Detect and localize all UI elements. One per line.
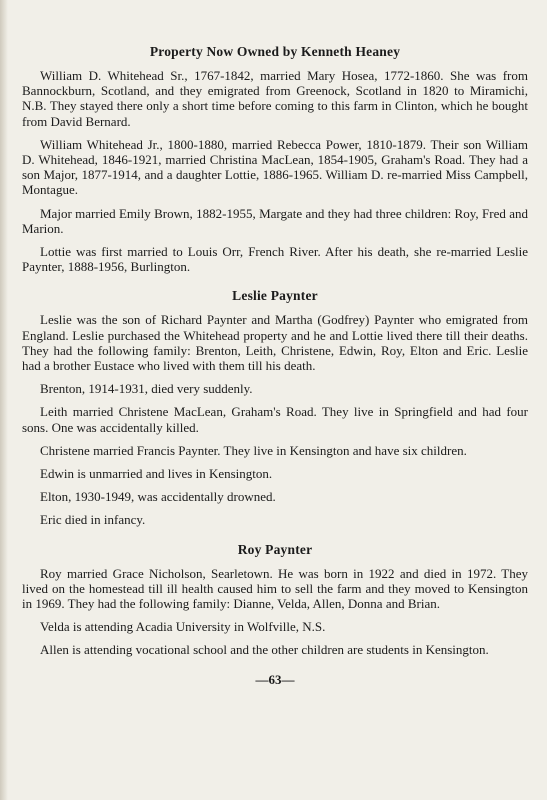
section-heading-leslie-paynter: Leslie Paynter bbox=[232, 288, 318, 304]
paragraph: Brenton, 1914-1931, died very suddenly. bbox=[40, 381, 253, 397]
paragraph: Major married Emily Brown, 1882-1955, Margate and they had three children: Roy, Fred and Marion. bbox=[22, 205, 528, 236]
paragraph: Eric died in infancy. bbox=[40, 512, 146, 528]
paragraph: Allen is attending vocational school and the other children are students in Kensington. bbox=[40, 642, 489, 658]
paragraph: Leslie was the son of Richard Paynter and Martha (Godfrey) Paynter who emigrated from England. Leslie purchased the Whitehead property and he and Lottie lived there till their deaths. They had the following family: Brenton, Leith, Christene, Edwin, Roy, Elton and Eric. Leslie had a brother Eustace who lived with them till his death. bbox=[22, 312, 528, 374]
paragraph: Edwin is unmarried and lives in Kensington. bbox=[40, 466, 273, 482]
paragraph: Lottie was first married to Louis Orr, French River. After his death, she re-married Leslie Paynter, 1888-1956, Burlington. bbox=[22, 244, 528, 275]
section-heading-heaney: Property Now Owned by Kenneth Heaney bbox=[149, 44, 401, 59]
book-page bbox=[22, 44, 528, 688]
paragraph: Elton, 1930-1949, was accidentally drowned. bbox=[40, 489, 276, 505]
paragraph: Velda is attending Acadia University in Wolfville, N.S. bbox=[40, 619, 326, 635]
book-spine-shadow bbox=[0, 0, 8, 800]
paragraph: Christene married Francis Paynter. They live in Kensington and have six children. bbox=[40, 442, 467, 458]
paragraph: Roy married Grace Nicholson, Searletown. He was born in 1922 and died in 1972. They lived on the homestead till ill health caused him to sell the farm and they moved to Kensington in 1969. They had the following family: Dianne, Velda, Allen, Donna and Brian. bbox=[22, 565, 528, 612]
paragraph: Leith married Christene MacLean, Graham's Road. They live in Springfield and had four sons. One was accidentally killed. bbox=[22, 404, 528, 435]
page-number: —63— bbox=[255, 671, 295, 687]
section-heading-roy-paynter: Roy Paynter bbox=[237, 541, 313, 557]
paragraph: William Whitehead Jr., 1800-1880, married Rebecca Power, 1810-1879. Their son William D. Whitehead, 1846-1921, married Christina MacLean, 1854-1905, Graham's Road. They had a son Major, 1877-1914, and a daughter Lottie, 1886-1965. William D. re-married Miss Campbell, Montague. bbox=[22, 136, 528, 198]
paragraph: William D. Whitehead Sr., 1767-1842, married Mary Hosea, 1772-1860. She was from Bannockburn, Scotland, and they emigrated from Greenock, Scotland in 1820 to Miramichi, N.B. They stayed there only a short time before coming to this farm in Clinton, which he bought from David Bernard. bbox=[22, 68, 528, 129]
